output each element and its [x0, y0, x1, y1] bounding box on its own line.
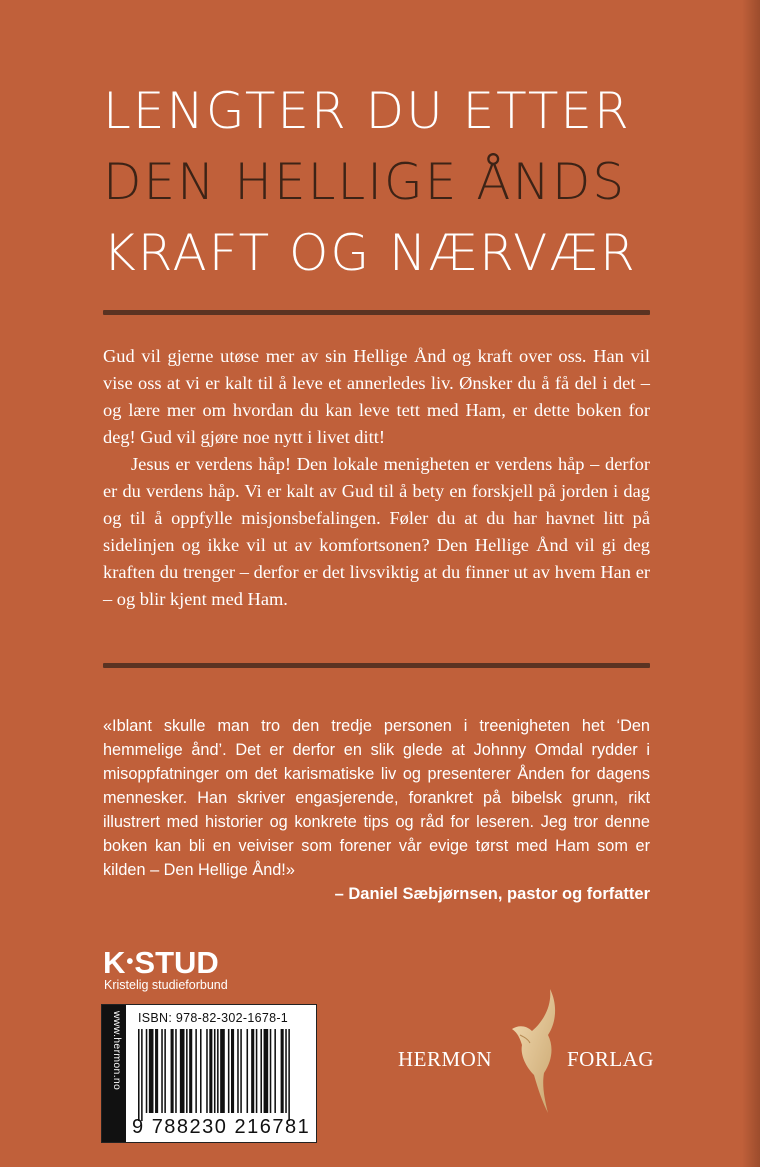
isbn-label: ISBN: 978-82-302-1678-1: [138, 1011, 289, 1025]
dove-icon: [500, 985, 564, 1115]
divider-top: [103, 310, 650, 315]
kstud-dot-icon: •: [126, 951, 134, 973]
blurb-paragraph-1: Gud vil gjerne utøse mer av sin Hellige Ånd og kraft over oss. Han vil vise oss at vi er kalt til å leve et annerledes liv. Ønsker du å få del i det – og lære mer om hvordan du kan leve tett med Ham, er dette boken for deg! Gud vil gjøre noe nytt i livet ditt!: [103, 346, 650, 447]
kstud-logo: [103, 945, 219, 980]
cover-title: [103, 76, 703, 289]
ean-group-2: 216781: [234, 1116, 311, 1138]
url-strip: [102, 1005, 126, 1142]
spine-shadow: [742, 0, 760, 1167]
publisher-name-right: FORLAG: [567, 1047, 655, 1071]
quote-attribution: – Daniel Sæbjørnsen, pastor og forfatter: [334, 885, 650, 903]
kstud-logo-stud: STUD: [134, 945, 219, 980]
barcode-icon: [136, 1029, 310, 1121]
blurb-paragraph-2: Jesus er verdens håp! Den lokale menigheten er verdens håp – derfor er du verdens håp. Vi er kalt av Gud til å bety en forskjell på jorden i dag og til å oppfylle misjonsbefalingen. Føler du at du har havnet litt på sidelinjen og ikke vil ut av komfortsonen? Den Hellige Ånd vil gi deg kraften du trenger – derfor er det livsviktig at du finner ut av hvem Han er – og blir kjent med Ham.: [103, 454, 650, 609]
kstud-logo-k: K: [103, 945, 126, 980]
divider-bottom: [103, 663, 650, 668]
endorsement-quote: [103, 714, 650, 882]
title-line-1: LENGTER DU ETTER: [103, 82, 631, 140]
kstud-subtitle: Kristelig studieforbund: [104, 978, 228, 992]
barcode-panel: [101, 1004, 317, 1143]
website-url: www.hermon.no: [111, 1011, 123, 1091]
title-line-2: DEN HELLIGE ÅNDS: [103, 153, 627, 211]
title-line-3: KRAFT OG NÆRVÆR: [103, 224, 637, 282]
publisher-name-left: HERMON: [398, 1047, 493, 1071]
blurb: [103, 343, 650, 613]
ean-digits: [132, 1116, 312, 1138]
ean-group-1: 788230: [151, 1116, 228, 1138]
ean-first-digit: 9: [132, 1116, 145, 1138]
quote-text: «Iblant skulle man tro den tredje personen i treenigheten het ‘Den hemmelige ånd’. Det er derfor en slik glede at Johnny Omdal rydder i misoppfatninger om det karismatiske liv og presenterer Ånden for dagens mennesker. Han skriver engasjerende, forankret på bibelsk grunn, rikt illustrert med historier og konkrete tips og råd for leseren. Jeg tror denne boken kan bli en veiviser som forener vår evige tørst med Ham som er kilden – Den Hellige Ånd!»: [103, 717, 650, 879]
